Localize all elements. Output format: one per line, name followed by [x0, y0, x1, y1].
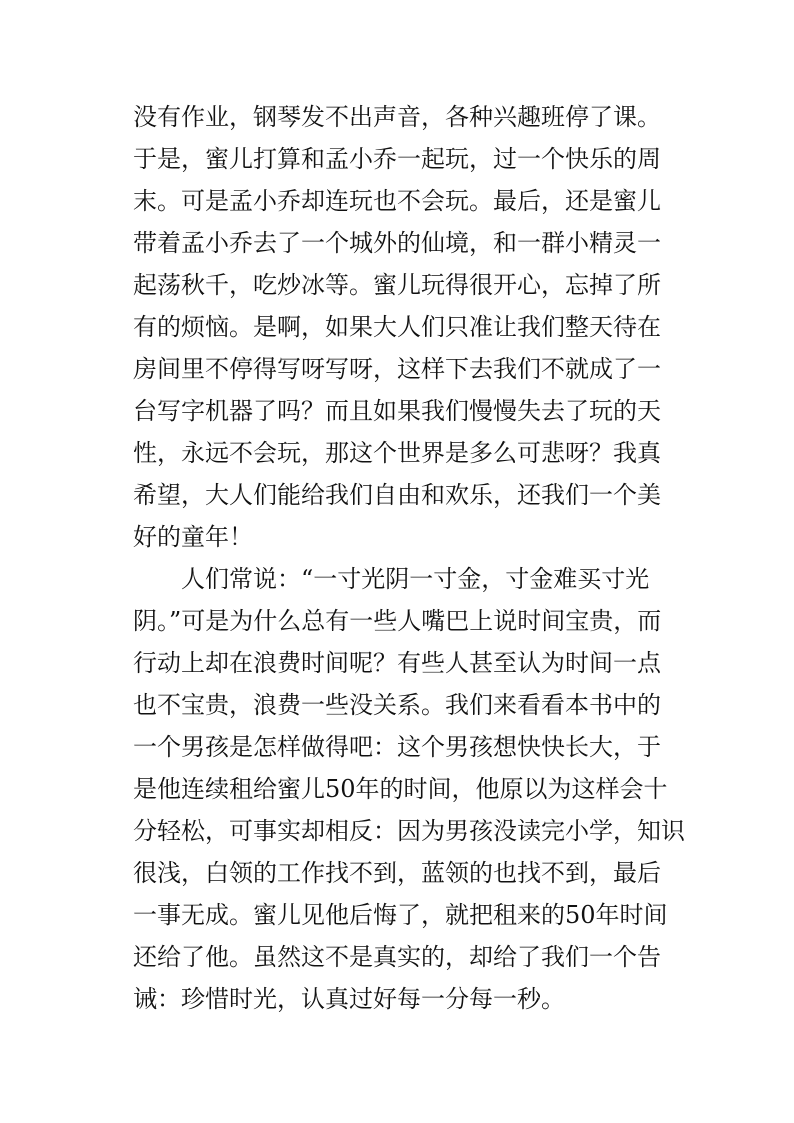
text-line: 是他连续租给蜜儿50年的时间，他原以为这样会十: [133, 775, 668, 803]
body-text: [133, 96, 685, 1020]
text-line: 于是，蜜儿打算和孟小乔一起玩，过一个快乐的周: [133, 145, 661, 173]
text-line: 房间里不停得写呀写呀，这样下去我们不就成了一: [133, 355, 661, 383]
text-line: 有的烦恼。是啊，如果大人们只准让我们整天待在: [133, 313, 661, 341]
text-line: 分轻松，可事实却相反：因为男孩没读完小学，知识: [133, 817, 685, 845]
text-line: 很浅，白领的工作找不到，蓝领的也找不到，最后: [133, 859, 661, 887]
text-line: 性，永远不会玩，那这个世界是多么可悲呀？我真: [133, 439, 661, 467]
text-line: 行动上却在浪费时间呢？有些人甚至认为时间一点: [133, 649, 661, 677]
text-line: 台写字机器了吗？而且如果我们慢慢失去了玩的天: [133, 397, 661, 425]
text-line: 诫：珍惜时光，认真过好每一分每一秒。: [133, 985, 565, 1013]
text-line: 好的童年！: [133, 523, 253, 551]
text-line: 希望，大人们能给我们自由和欢乐，还我们一个美: [133, 481, 661, 509]
text-line: 一事无成。蜜儿见他后悔了，就把租来的50年时间: [133, 901, 668, 929]
text-line: 阴。”可是为什么总有一些人嘴巴上说时间宝贵，而: [133, 607, 662, 635]
text-line: 人们常说：“一寸光阴一寸金，寸金难买寸光: [181, 565, 650, 593]
text-line: 一个男孩是怎样做得吧：这个男孩想快快长大，于: [133, 733, 661, 761]
text-line: 起荡秋千，吃炒冰等。蜜儿玩得很开心，忘掉了所: [133, 271, 661, 299]
text-line: 带着孟小乔去了一个城外的仙境，和一群小精灵一: [133, 229, 661, 257]
text-line: 也不宝贵，浪费一些没关系。我们来看看本书中的: [133, 691, 661, 719]
text-line: 末。可是孟小乔却连玩也不会玩。最后，还是蜜儿: [133, 187, 661, 215]
text-line: 还给了他。虽然这不是真实的，却给了我们一个告: [133, 943, 661, 971]
text-line: 没有作业，钢琴发不出声音，各种兴趣班停了课。: [133, 103, 661, 131]
